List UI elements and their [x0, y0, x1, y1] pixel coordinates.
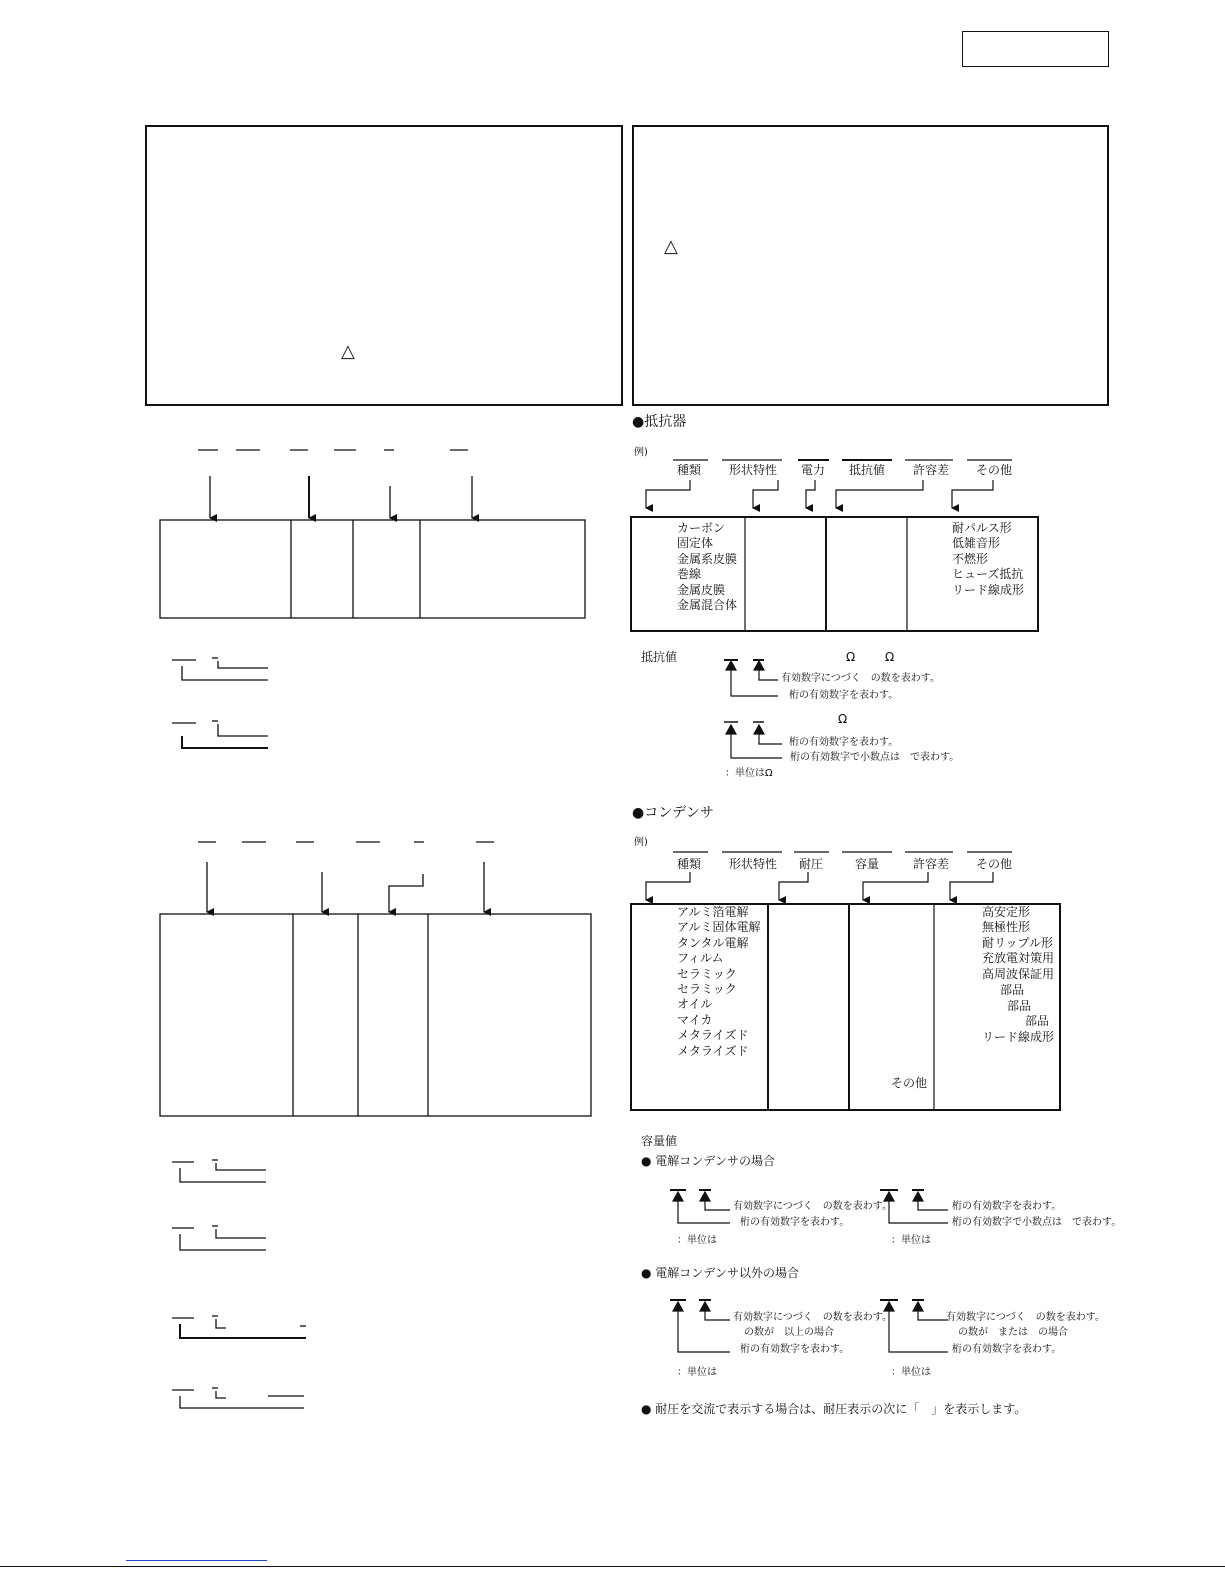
ac-voltage-note: ● 耐圧を交流で表示する場合は、耐圧表示の次に「 」を表示します。 — [641, 1402, 1027, 1416]
capacitor-other-list — [982, 905, 1054, 982]
list-item: メタライズド — [677, 1043, 749, 1058]
non-electrolytic-exp-a1: 有効数字につづく の数を表わす。 — [733, 1312, 892, 1323]
capacity-other-label: その他 — [891, 1076, 928, 1090]
list-item: 金属皮膜 — [677, 582, 726, 597]
list-item: セラミック — [677, 966, 737, 981]
list-item: カーボン — [677, 521, 726, 535]
list-item: タンタル電解 — [677, 935, 749, 950]
list-item: リード線成形 — [952, 582, 1025, 597]
non-electrolytic-heading: ● 電解コンデンサ以外の場合 — [641, 1266, 800, 1280]
capacitor-code-diagram — [150, 830, 600, 1410]
non-electrolytic-unit-b: ：単位は — [891, 1367, 931, 1378]
capacitor-heading: ●コンデンサ — [632, 805, 714, 821]
capacitor-field-shape: 形状特性 — [729, 857, 778, 871]
list-item: フィルム — [677, 951, 724, 966]
list-item: メタライズド — [677, 1028, 749, 1043]
list-item: オイル — [677, 997, 713, 1012]
non-electrolytic-unit-a: ：単位は — [677, 1367, 717, 1378]
resistor-heading: ●抵抗器 — [632, 414, 687, 430]
capacitor-type-list — [677, 905, 761, 1059]
list-item: 無極性形 — [982, 920, 1031, 935]
resistor-field-power: 電力 — [801, 463, 826, 477]
resistor-field-other: その他 — [976, 463, 1013, 477]
footer-link-underline[interactable] — [126, 1560, 267, 1561]
resistor-field-value: 抵抗値 — [849, 463, 886, 477]
list-item: アルミ固体電解 — [677, 920, 761, 935]
list-item: マイカ — [677, 1012, 713, 1027]
non-electrolytic-exp-b3: 桁の有効数字を表わす。 — [952, 1344, 1062, 1355]
electrolytic-unit-a: ：単位は — [677, 1235, 717, 1246]
resistor-code-diagram — [150, 440, 590, 740]
list-item: アルミ箔電解 — [677, 905, 749, 919]
page-number-box — [962, 31, 1109, 67]
footer-rule — [0, 1566, 1225, 1567]
ohm-symbol: Ω — [846, 650, 856, 664]
capacitor-field-tolerance: 許容差 — [913, 857, 950, 871]
list-item: 金属系皮膜 — [677, 551, 738, 566]
ohm-symbol: Ω — [885, 650, 895, 664]
electrolytic-exp-a1: 有効数字につづく の数を表わす。 — [733, 1201, 892, 1212]
list-item: 固定体 — [677, 536, 714, 551]
list-item: 部品 — [1000, 983, 1025, 997]
resistor-type-list — [677, 521, 737, 613]
non-electrolytic-exp-a3: 桁の有効数字を表わす。 — [740, 1344, 850, 1355]
list-item: 部品 — [1025, 1014, 1050, 1028]
non-electrolytic-exp-b2: の数が または の場合 — [958, 1327, 1068, 1338]
notice-frame-right — [632, 125, 1109, 406]
capacitor-example-label: 例) — [634, 837, 648, 848]
resistor-field-type: 種類 — [677, 463, 702, 477]
resistor-exp-b1: 桁の有効数字を表わす。 — [789, 737, 899, 748]
list-item: 金属混合体 — [677, 598, 738, 613]
list-item: 高安定形 — [982, 905, 1031, 919]
warning-triangle-left: △ — [341, 341, 355, 362]
notice-frame-left — [145, 125, 623, 406]
capacitor-field-capacity: 容量 — [855, 857, 880, 871]
resistor-unit: ：単位はΩ — [725, 768, 773, 779]
list-item: リード線成形 — [982, 1030, 1055, 1044]
electrolytic-exp-b1: 桁の有効数字を表わす。 — [952, 1201, 1062, 1212]
list-item: 巻線 — [677, 567, 702, 582]
list-item: 部品 — [1007, 999, 1032, 1013]
non-electrolytic-exp-b1: 有効数字につづく の数を表わす。 — [946, 1312, 1105, 1323]
capacitor-field-type: 種類 — [677, 857, 702, 871]
list-item: 低雑音形 — [952, 536, 1001, 551]
list-item: 不燃形 — [952, 551, 989, 566]
resistor-field-shape: 形状特性 — [729, 463, 778, 477]
list-item: 高周波保証用 — [982, 966, 1055, 981]
list-item: セラミック — [677, 982, 737, 997]
resistor-field-tolerance: 許容差 — [913, 463, 950, 477]
capacitor-value-label: 容量値 — [641, 1134, 678, 1148]
resistor-value-label: 抵抗値 — [641, 650, 678, 664]
resistor-example-label: 例) — [634, 447, 648, 458]
list-item: ヒューズ抵抗 — [952, 567, 1024, 582]
list-item: 耐リップル形 — [982, 935, 1054, 950]
electrolytic-unit-b: ：単位は — [891, 1235, 931, 1246]
electrolytic-exp-a2: 桁の有効数字を表わす。 — [740, 1217, 850, 1228]
list-item: 充放電対策用 — [982, 951, 1055, 966]
electrolytic-heading: ● 電解コンデンサの場合 — [641, 1154, 776, 1168]
capacitor-field-voltage: 耐圧 — [799, 857, 824, 871]
resistor-other-list — [952, 521, 1024, 598]
resistor-exp-a1: 有効数字につづく の数を表わす。 — [781, 673, 940, 684]
list-item: 耐パルス形 — [952, 521, 1012, 535]
non-electrolytic-exp-a2: の数が 以上の場合 — [744, 1327, 834, 1338]
electrolytic-exp-b2: 桁の有効数字で小数点は で表わす。 — [952, 1217, 1122, 1228]
ohm-symbol: Ω — [838, 712, 848, 726]
warning-triangle-right: △ — [664, 236, 678, 257]
resistor-exp-b2: 桁の有効数字で小数点は で表わす。 — [790, 752, 960, 763]
resistor-exp-a2: 桁の有効数字を表わす。 — [789, 690, 899, 701]
capacitor-field-other: その他 — [976, 857, 1013, 871]
